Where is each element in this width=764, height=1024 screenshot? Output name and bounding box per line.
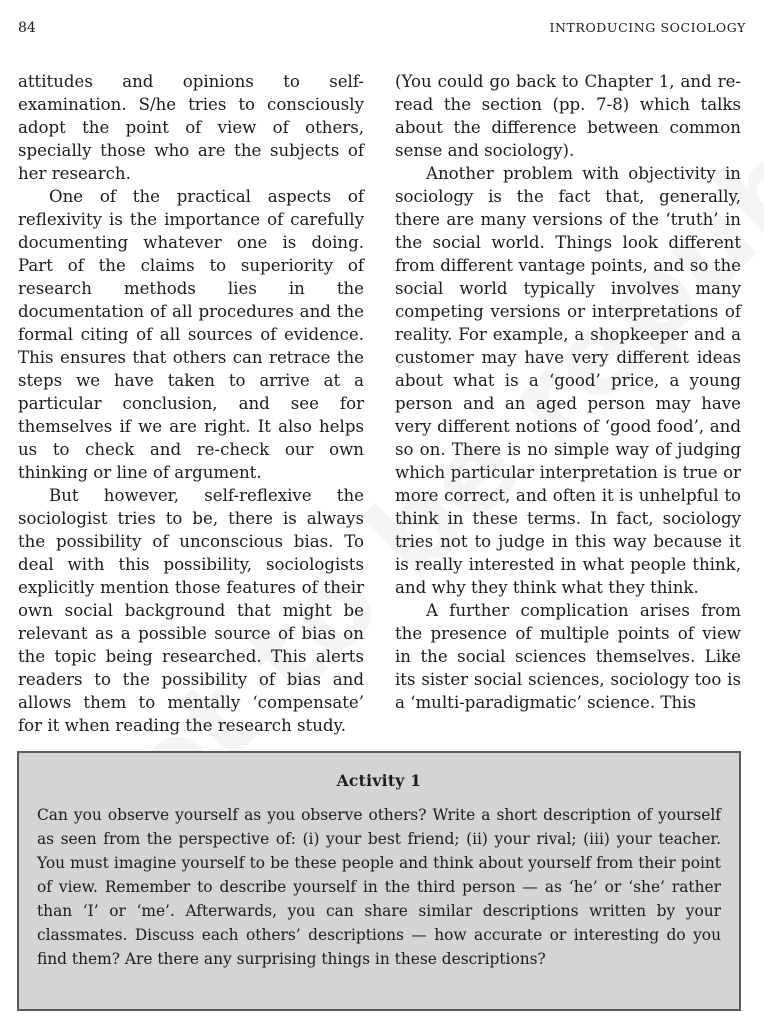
activity-title: Activity 1: [336, 771, 422, 790]
paragraph: One of the practical aspects of reflexivity is the importance of carefully documenting whatever one is doing. Part of the claims to superiority of research methods lies in the documentation of all procedures and the formal citing of all sources of evidence. This ensures that others can retrace the steps we have taken to arrive at a particular conclusion, and see for themselves if we are right. It also helps us to check and re-check our own thinking or line of argument.: [18, 187, 364, 482]
page-header: [18, 20, 746, 40]
running-head: INTRODUCING SOCIOLOGY: [549, 20, 746, 35]
paragraph: attitudes and opinions to self-examination. S/he tries to consciously adopt the point of view of others, specially those who are the subjects of her research.: [18, 72, 364, 183]
activity-text: Can you observe yourself as you observe others? Write a short description of yourself as seen from the perspective of: (i) your best friend; (ii) your rival; (iii) your teacher. You must imagine yourself to be these people and think about yourself from their point of view. Remember to describe yourself in the third person — as ‘he’ or ‘she’ rather than ‘I’ or ‘me’. Afterwards, you can share similar descriptions written by your classmates. Discuss each others’ descriptions — how accurate or interesting do you find them? Are there any surprising things in these descriptions?: [37, 806, 721, 968]
paragraph: Another problem with objectivity in sociology is the fact that, generally, there are many versions of the ‘truth’ in the social world. Things look different from different vantage points, and so the social world typically involves many competing versions or interpretations of reality. For example, a shopkeeper and a customer may have very different ideas about what is a ‘good’ price, a young person and an aged person may have very different notions of ‘good food’, and so on. There is no simple way of judging which particular interpretation is true or more correct, and often it is unhelpful to think in these terms. In fact, sociology tries not to judge in this way because it is really interested in what people think, and why they think what they think.: [395, 164, 741, 597]
right-column: [395, 70, 741, 714]
activity-box: [17, 751, 741, 1011]
paragraph: But however, self-reflexive the sociologist tries to be, there is always the possibility of unconscious bias. To deal with this possibility, sociologists explicitly mention those features of their own social background that might be relevant as a possible source of bias on the topic being researched. This alerts readers to the possibility of bias and allows them to mentally ‘compensate’ for it when reading the research study.: [18, 486, 364, 735]
paragraph: (You could go back to Chapter 1, and re-read the section (pp. 7-8) which talks about the difference between common sense and sociology).: [395, 72, 741, 160]
page-number: 84: [18, 20, 36, 36]
left-column: [18, 70, 364, 737]
paragraph: A further complication arises from the presence of multiple points of view in the social sciences themselves. Like its sister social sciences, sociology too is a ‘multi-paradigmatic’ science. This: [395, 601, 741, 712]
